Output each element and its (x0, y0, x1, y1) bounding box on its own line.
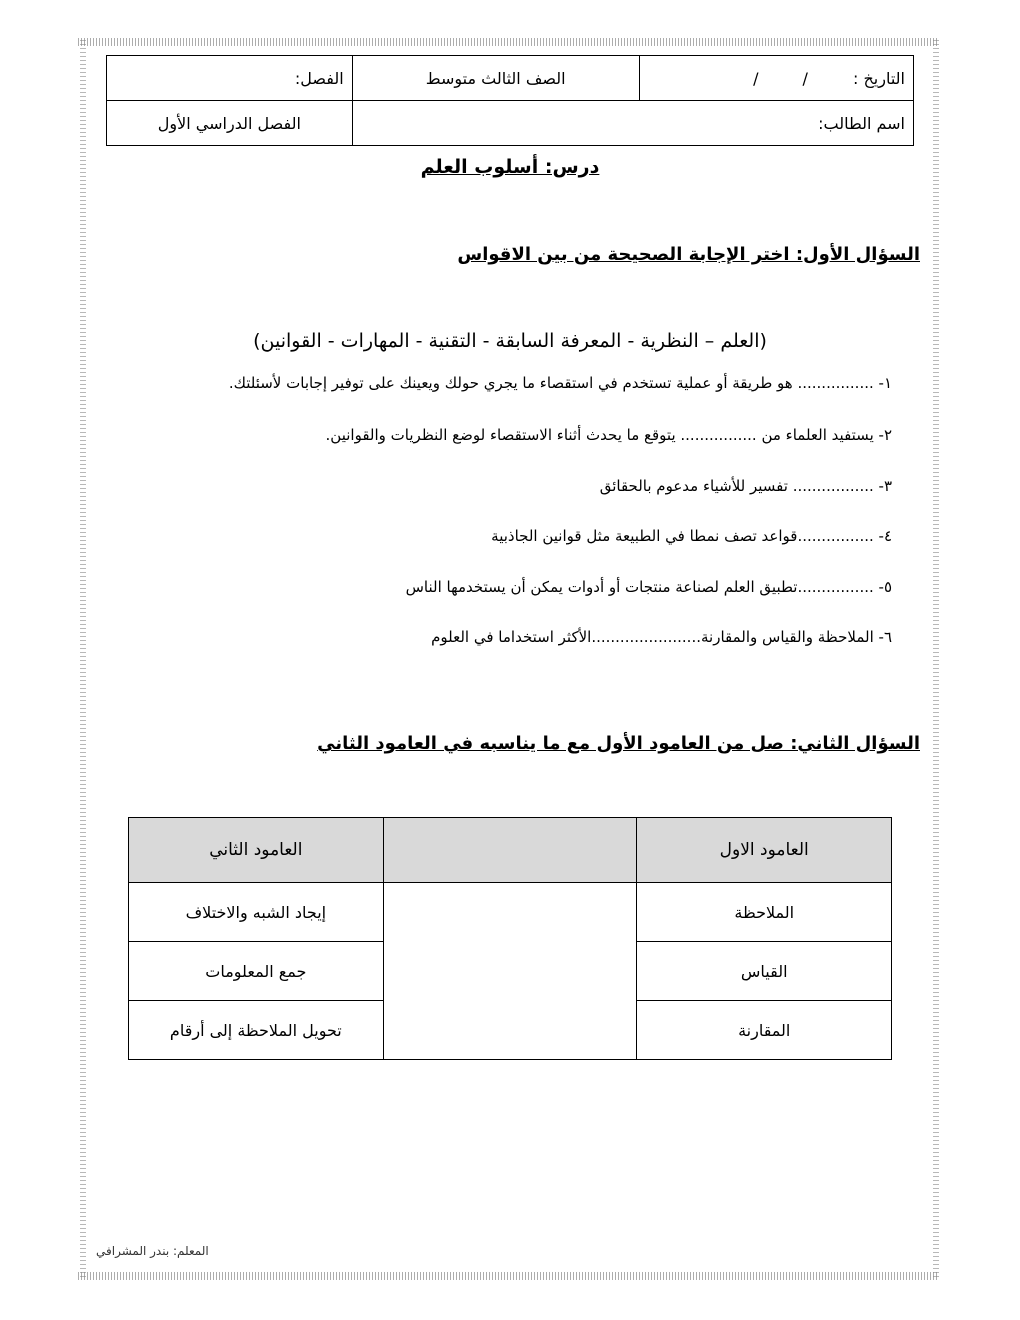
matching-table (128, 817, 892, 1060)
decorative-border-right (933, 40, 939, 1280)
col1-cell: الملاحظة (637, 883, 892, 942)
col1-cell: المقارنة (637, 1001, 892, 1060)
question1-item-1: ١- ................ هو طريقة أو عملية تستخدم في استقصاء ما يجري حولك ويعينك على توفير إجابات لأسئلتك. (228, 374, 892, 392)
teacher-name: المعلم: بندر المشرافي (96, 1244, 209, 1258)
answer-col-header (383, 818, 637, 883)
date-slashes: // (753, 68, 808, 88)
question2-title: السؤال الثاني: صل من العامود الأول مع ما يناسبه في العامود الثاني (317, 733, 920, 754)
date-cell (639, 56, 913, 101)
question1-item-4: ٤- ................قواعد تصف نمطا في الطبيعة مثل قوانين الجاذبية (491, 527, 892, 545)
date-label: التاريخ : (852, 68, 905, 88)
question1-item-6: ٦- الملاحظة والقياس والمقارنة.......................الأكثر استخداما في العلوم (431, 628, 892, 646)
student-name-cell: اسم الطالب: (352, 101, 913, 146)
question1-item-5: ٥- ................تطبيق العلم لصناعة منتجات أو أدوات يمكن أن يستخدمها الناس (405, 578, 892, 596)
grade-cell: الصف الثالث متوسط (352, 56, 639, 101)
class-cell: الفصل: (107, 56, 353, 101)
question1-item-2: ٢- يستفيد العلماء من ................ يتوقع ما يحدث أثناء الاستقصاء لوضع النظريات والقوانين. (325, 426, 892, 444)
term-cell: الفصل الدراسي الأول (107, 101, 353, 146)
lesson-title: درس: أسلوب العلم (420, 156, 600, 178)
col1-header: العامود الاول (637, 818, 892, 883)
col2-header: العامود الثاني (129, 818, 384, 883)
decorative-border-bottom (78, 1272, 938, 1280)
question1-title: السؤال الأول: اختر الإجابة الصحيحة من بين الاقواس (457, 244, 920, 265)
header-table (106, 55, 914, 146)
col2-cell: تحويل الملاحظة إلى أرقام (129, 1001, 384, 1060)
decorative-border-left (80, 40, 86, 1280)
col2-cell: جمع المعلومات (129, 942, 384, 1001)
col2-cell: إيجاد الشبه والاختلاف (129, 883, 384, 942)
col1-cell: القياس (637, 942, 892, 1001)
choices-list: (العلم – النظرية - المعرفة السابقة - التقنية - المهارات - القوانين) (253, 330, 767, 352)
answer-area[interactable] (383, 883, 637, 1060)
decorative-border-top (78, 38, 938, 46)
question1-item-3: ٣- ................. تفسير للأشياء مدعوم بالحقائق (599, 477, 892, 495)
